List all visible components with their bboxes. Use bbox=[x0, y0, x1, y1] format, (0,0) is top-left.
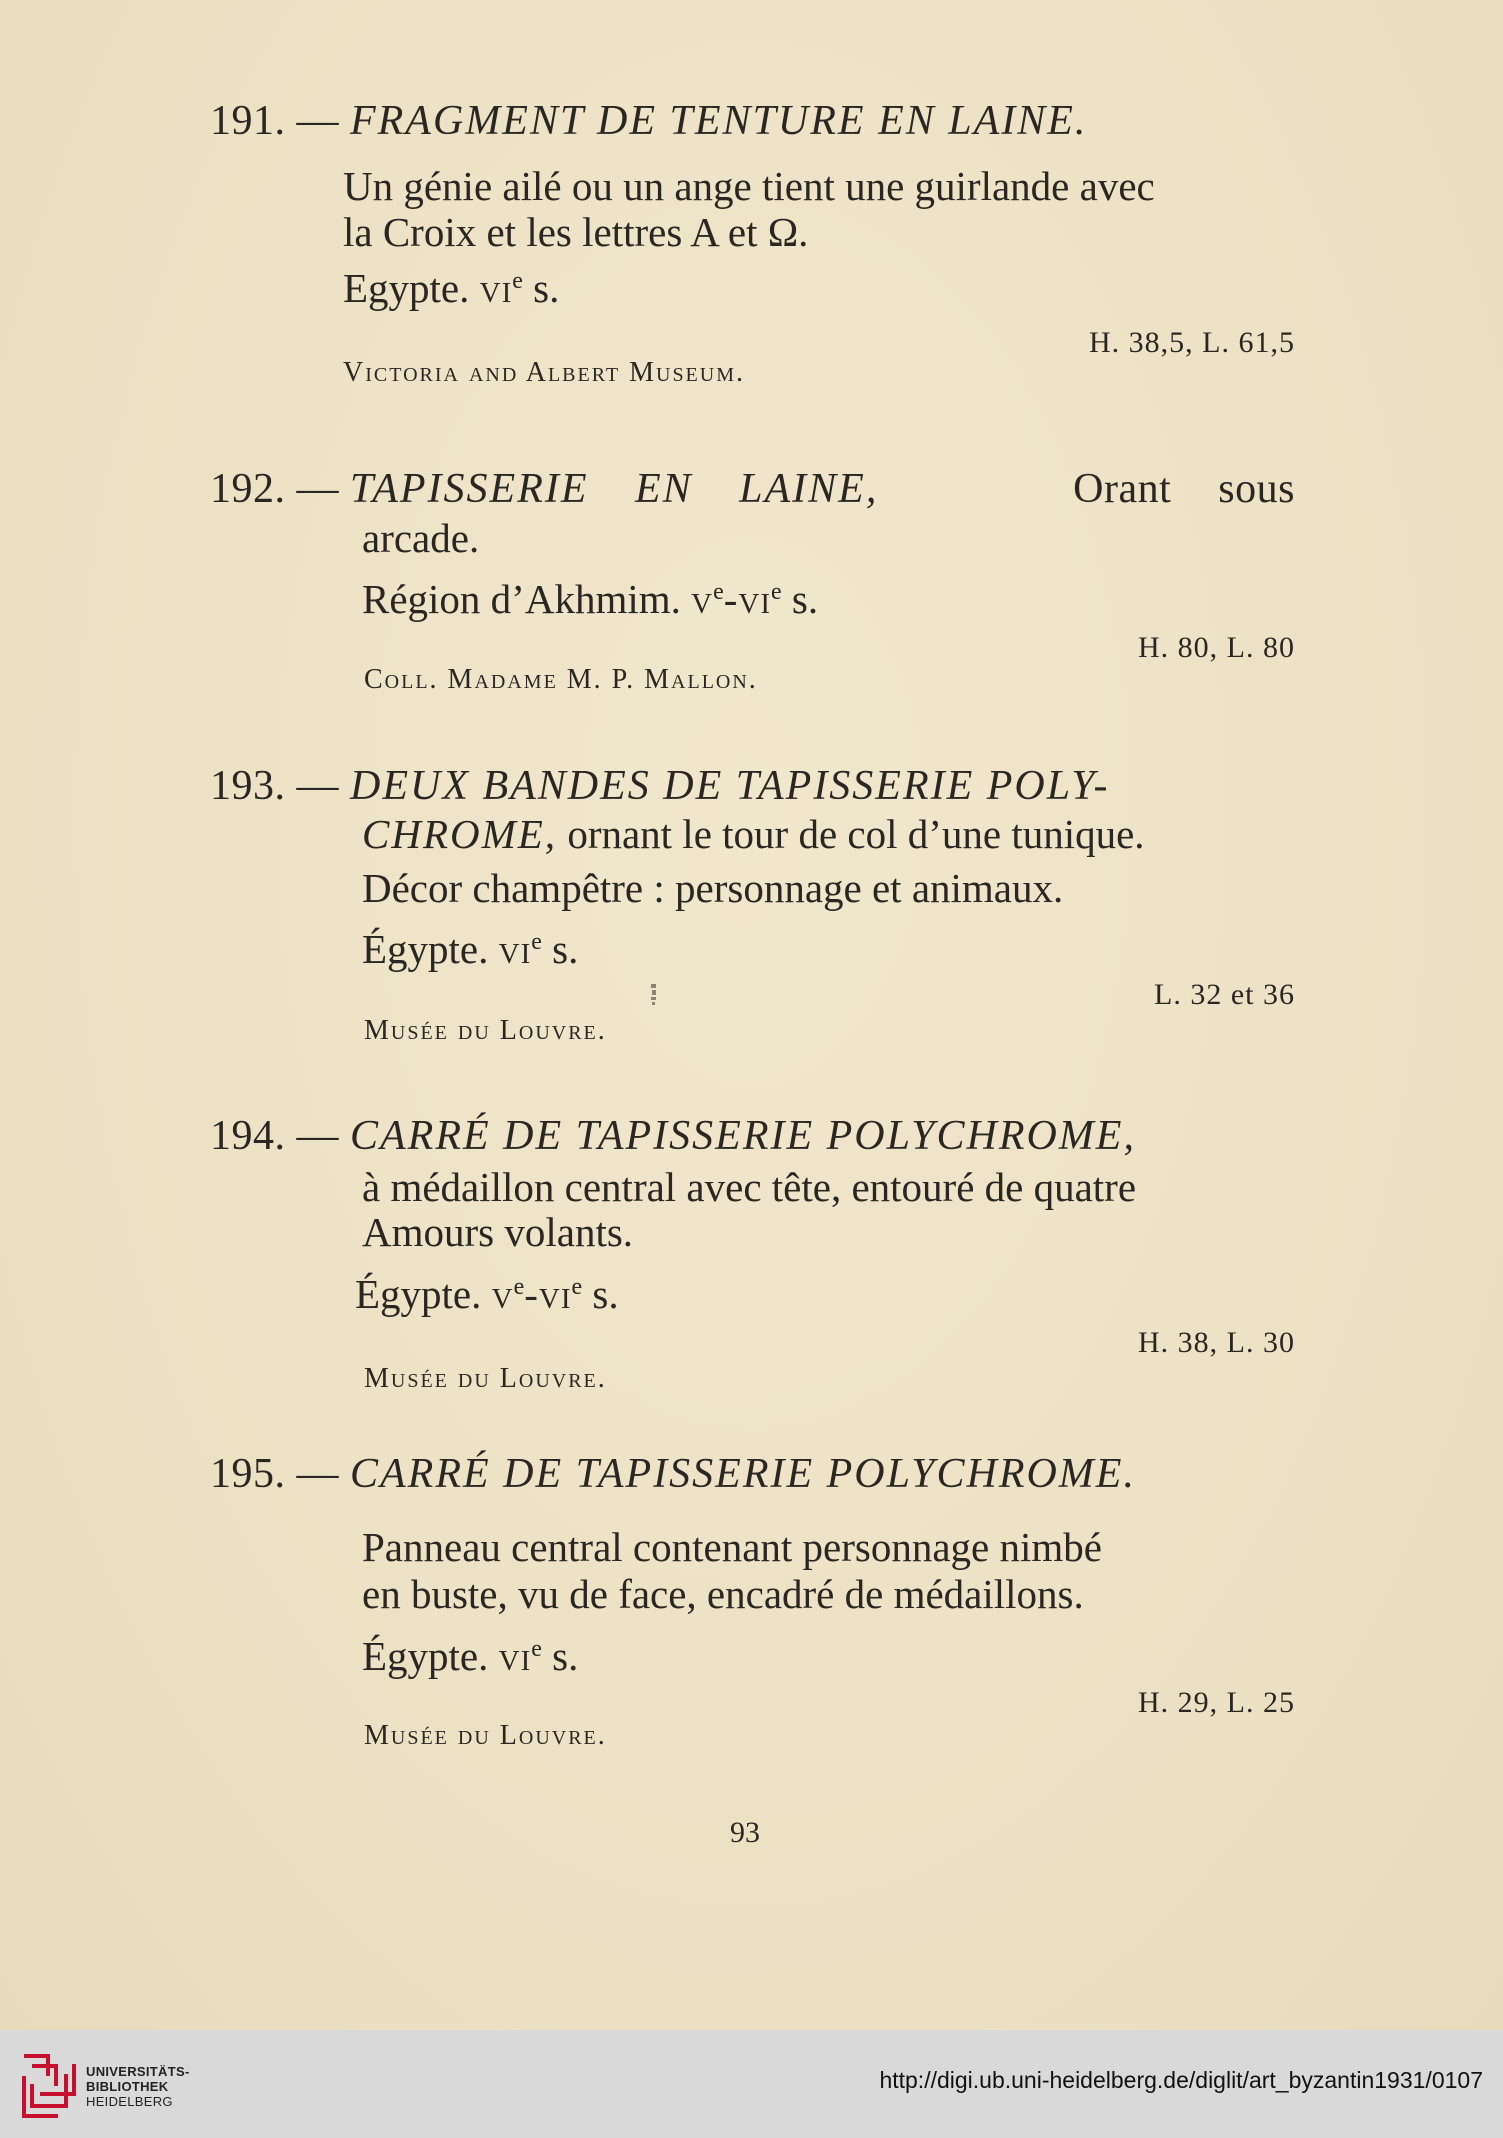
entry-191-collection: Victoria and Albert Museum. bbox=[343, 357, 746, 388]
entry-195-dimensions: H. 29, L. 25 bbox=[1138, 1686, 1295, 1719]
entry-192-collection: Coll. Madame M. P. Mallon. bbox=[364, 664, 758, 695]
entry-194-line-2: Amours volants. bbox=[362, 1209, 634, 1255]
entry-191-origin bbox=[343, 264, 559, 312]
origin-suffix: s. bbox=[541, 1633, 579, 1679]
origin-century-2-sup: e bbox=[571, 1274, 583, 1300]
origin-century: v bbox=[691, 576, 714, 622]
origin-century-sup: e bbox=[531, 929, 542, 955]
entry-193-origin bbox=[362, 925, 578, 973]
origin-century: v bbox=[491, 1271, 514, 1317]
entry-title: FRAGMENT DE TENTURE EN LAINE. bbox=[350, 98, 1088, 144]
entry-title: DEUX BANDES DE TAPISSERIE POLY- bbox=[350, 763, 1110, 809]
entry-192-line-1: arcade. bbox=[362, 515, 480, 561]
entry-193-line-2: Décor champêtre : personnage et animaux. bbox=[362, 865, 1064, 911]
entry-dash: — bbox=[296, 763, 339, 809]
entry-title-continued: CHROME, bbox=[362, 811, 558, 857]
entry-number: 195. bbox=[210, 1451, 286, 1497]
entry-192-heading bbox=[210, 465, 1295, 513]
origin-place: Région d’Akhmim. bbox=[362, 576, 681, 622]
entry-195-heading bbox=[210, 1450, 1295, 1498]
library-name-line-2: BIBLIOTHEK bbox=[86, 2079, 169, 2094]
entry-194-dimensions: H. 38, L. 30 bbox=[1138, 1326, 1295, 1359]
entry-number: 194. bbox=[210, 1113, 286, 1159]
entry-191-dimensions: H. 38,5, L. 61,5 bbox=[1089, 326, 1295, 359]
page-number: 93 bbox=[730, 1816, 760, 1849]
origin-century-2: -vi bbox=[723, 576, 771, 622]
entry-title: CARRÉ DE TAPISSERIE POLYCHROME. bbox=[350, 1451, 1136, 1497]
origin-suffix: s. bbox=[541, 926, 579, 972]
library-name bbox=[86, 2064, 190, 2109]
entry-195-line-2: en buste, vu de face, encadré de médaillons. bbox=[362, 1571, 1084, 1617]
origin-place: Égypte. bbox=[362, 1633, 489, 1679]
entry-after-title: Orant sous bbox=[1073, 466, 1295, 512]
entry-194-origin bbox=[355, 1270, 619, 1318]
library-name-line-1: UNIVERSITÄTS- bbox=[86, 2064, 190, 2079]
entry-193-line-1-text: ornant le tour de col d’une tunique. bbox=[567, 811, 1145, 857]
origin-suffix: s. bbox=[522, 265, 560, 311]
entry-193-collection: Musée du Louvre. bbox=[364, 1015, 607, 1046]
entry-dash: — bbox=[296, 466, 339, 512]
entry-title: TAPISSERIE EN LAINE, bbox=[350, 466, 879, 512]
origin-suffix: s. bbox=[781, 576, 819, 622]
entry-194-collection: Musée du Louvre. bbox=[364, 1363, 607, 1394]
entry-193-heading bbox=[210, 762, 1295, 810]
origin-suffix: s. bbox=[582, 1271, 619, 1317]
entry-number: 191. bbox=[210, 98, 286, 144]
entry-dash: — bbox=[296, 1451, 339, 1497]
entry-number: 193. bbox=[210, 763, 286, 809]
entry-192-dimensions: H. 80, L. 80 bbox=[1138, 631, 1295, 664]
origin-place: Égypte. bbox=[355, 1271, 482, 1317]
entry-191-line-1: Un génie ailé ou un ange tient une guirlande avec bbox=[343, 163, 1155, 209]
entry-dash: — bbox=[296, 1113, 339, 1159]
entry-194-line-1: à médaillon central avec tête, entouré de quatre bbox=[362, 1164, 1137, 1210]
origin-century: vi bbox=[498, 926, 532, 972]
entry-195-line-1: Panneau central contenant personnage nimbé bbox=[362, 1524, 1102, 1570]
entry-193-dimensions: L. 32 et 36 bbox=[1154, 978, 1295, 1011]
entry-195-collection: Musée du Louvre. bbox=[364, 1720, 607, 1751]
origin-century: vi bbox=[479, 265, 513, 311]
digitization-footer bbox=[0, 2030, 1503, 2138]
source-url-link[interactable]: http://digi.ub.uni-heidelberg.de/diglit/art_byzantin1931/0107 bbox=[879, 2067, 1483, 2093]
entry-195-origin bbox=[362, 1632, 578, 1680]
entry-193-line-1 bbox=[362, 810, 1145, 858]
entry-192-origin bbox=[362, 575, 818, 623]
entry-dash: — bbox=[296, 98, 339, 144]
entry-191-heading bbox=[210, 97, 1295, 145]
library-logo-icon bbox=[18, 2046, 78, 2122]
origin-century-2-sup: e bbox=[771, 579, 782, 605]
entry-194-heading bbox=[210, 1112, 1295, 1160]
entry-191-line-2: la Croix et les lettres A et Ω. bbox=[343, 209, 809, 255]
entry-title: CARRÉ DE TAPISSERIE POLYCHROME, bbox=[350, 1113, 1136, 1159]
origin-century-sup: e bbox=[512, 268, 523, 294]
library-name-line-3: HEIDELBERG bbox=[86, 2094, 173, 2109]
origin-century: vi bbox=[498, 1633, 532, 1679]
ink-speck-mark bbox=[650, 984, 658, 1006]
origin-century-sup: e bbox=[713, 579, 724, 605]
origin-century-2: -vi bbox=[524, 1271, 572, 1317]
origin-century-sup: e bbox=[513, 1274, 525, 1300]
entry-number: 192. bbox=[210, 466, 286, 512]
origin-century-sup: e bbox=[531, 1636, 542, 1662]
origin-place: Egypte. bbox=[343, 265, 470, 311]
origin-place: Égypte. bbox=[362, 926, 489, 972]
